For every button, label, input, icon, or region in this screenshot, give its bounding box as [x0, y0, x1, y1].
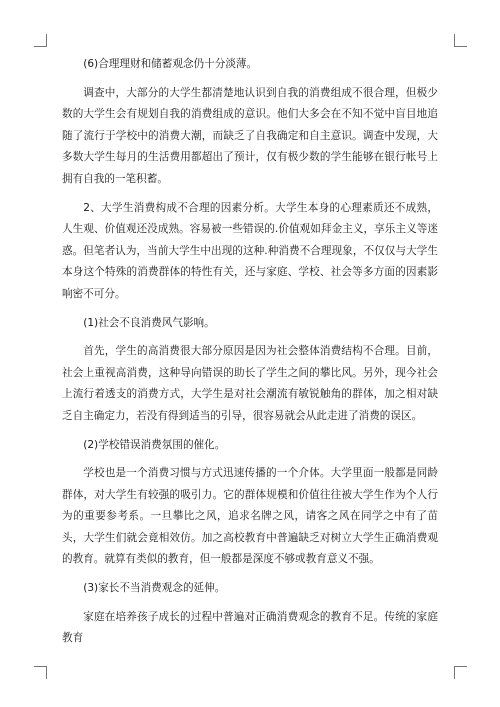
body-paragraph: 2、大学生消费构成不合理的因素分析。大学生本身的心理素质还不成熟，人生观、价值观还没成熟。容易被一些错误的.价值观如拜金主义，享乐主义等迷惑。但笔者认为，当前大学生中出现的这种.种消费不合理现象，不仅仅与大学生本身这个特殊的消费群体的特性有关，还与家庭、学校、社会等多方面的因素影响密不可分。 — [62, 201, 438, 300]
crop-mark-bottom-right — [454, 666, 467, 679]
crop-mark-top-right — [454, 34, 467, 47]
crop-mark-top-left — [34, 34, 47, 47]
section-heading: (3)家长不当消费观念的延伸。 — [83, 582, 226, 595]
body-paragraph: 调查中，大部分的大学生都清楚地认识到自我的消费组成不很合理，但极少数的大学生会有规划自我的消费组成的意识。他们大多会在不知不觉中盲目地追随了流行于学校中的消费大潮，而缺乏了自我确定和自主意识。调查中发现，大多数大学生每月的生活费用都超出了预计，仅有极少数的学生能够在银行帐号上拥有自我的一笔积蓄。 — [62, 86, 438, 185]
body-paragraph: 家庭在培养孩子成长的过程中普遍对正确消费观念的教育不足。传统的家庭教育 — [62, 610, 438, 645]
section-heading: (1)社会不良消费风气影响。 — [83, 316, 215, 329]
section-heading: (6)合理理财和储蓄观念仍十分淡薄。 — [83, 58, 258, 70]
body-paragraph: 学校也是一个消费习惯与方式迅速传播的一个介体。大学里面一般都是同龄群体，对大学生有较强的吸引力。它的群体规模和价值往往被大学生作为个人行为的重要参考系。一旦攀比之风，追求名牌之风，请客之风在同学之中有了苗头，大学生们就会竟相效仿。加之高校教育中普遍缺乏对树立大学生正确消费观的教育。就算有类似的教育，但一般都是深度不够或教育意义不强。 — [62, 467, 438, 566]
crop-mark-bottom-left — [34, 666, 47, 679]
section-heading: (2)学校错误消费氛围的催化。 — [83, 438, 226, 451]
document-body — [62, 54, 438, 650]
body-paragraph: 首先，学生的高消费很大部分原因是因为社会整体消费结构不合理。目前，社会上重视高消费，这种导向错误的助长了学生之间的攀比风。另外，现今社会上流行着透支的消费方式，大学生是对社会潮流有敏锐触角的群体，加之相对缺乏自主确定力，若没有得到适当的引导，很容易就会从此走进了消费的误区。 — [62, 345, 438, 422]
